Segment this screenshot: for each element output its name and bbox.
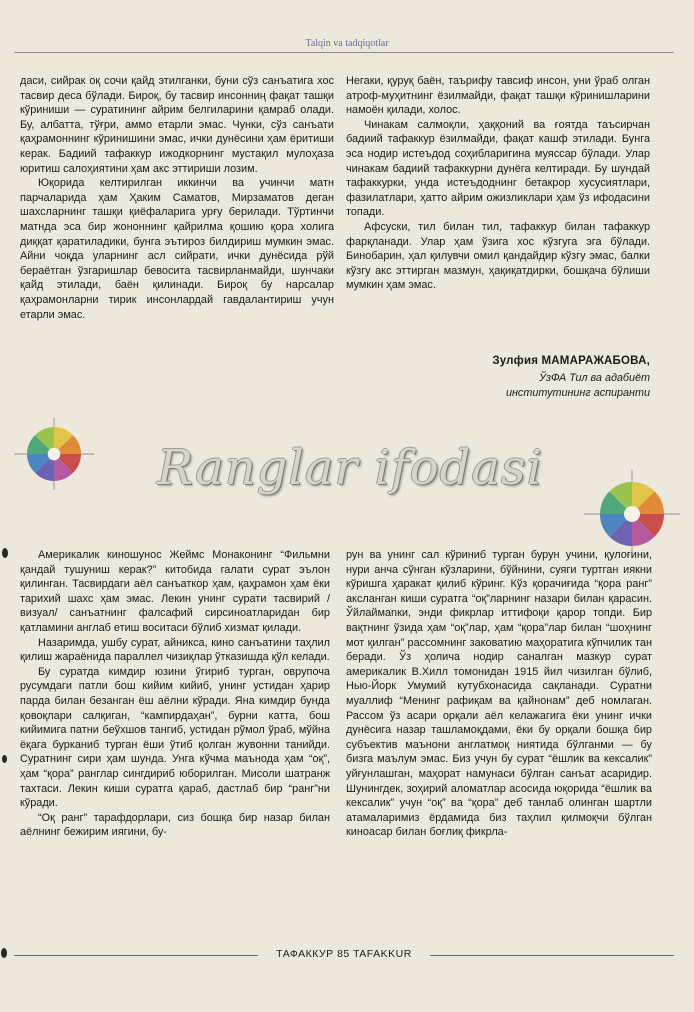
footer-text: ТАФАККУР 85 TAFAKKUR <box>276 948 412 960</box>
scan-mark <box>2 755 7 763</box>
paragraph: Назаримда, ушбу сурат, айникса, кино санъатини таҳлил қилиш жараёнида параллел чизиқлар ўтказишда қўл келади. <box>20 636 330 664</box>
footer-rule-right <box>430 955 674 956</box>
color-wheel-icon <box>14 418 94 490</box>
paragraph: Чинакам салмоқли, ҳаққоний ва ғоятда таъсирчан бадиий тафаккур ёзилмайди, фақат кашф этилади. Бунга эса нодир истеъдод соҳибларигина муяссар бўлади. Улар чинакам бадиий тафаккурни дунёга келтиради. Бу шундай тафаккурки, унда истеъдоднинг бетакрор хусусиятлари, фазилатлари, ҳатто айрим ожизликлари ҳам ўз ифодасини топади. <box>346 118 650 219</box>
article2-left-column <box>20 548 330 934</box>
paragraph: Негаки, қуруқ баён, таърифу тавсиф инсон, уни ўраб олган атроф-муҳитнинг ёзилмайди, фақат ташқи кўринишларини намоён қилади, холос. <box>346 75 650 117</box>
scan-mark <box>1 948 7 958</box>
affiliation-line: институтининг аспиранти <box>505 387 650 399</box>
scan-mark <box>2 548 8 558</box>
affiliation-line: ЎзФА Тил ва адабиёт <box>539 372 650 384</box>
paragraph: даси, сийрак оқ сочи қайд этилганки, буни сўз санъатига хос тасвир деса бўлади. Бироқ, бу тасвир инсонниң фақат ташқи кўриниши — суратининг айрим белгиларини қамраб олади. Бу, албатта, тўғри, аммо етарли эмас. Чунки, сўз санъати қаҳрамоннинг кўринишини эмас, ички дунёсини ҳам ёритиши керак. Бадиий тафаккур ижодкорнинг мустақил мулоҳаза юритиш салоҳиятини ҳам акс эттириши лозим. <box>20 75 334 175</box>
header-rule <box>14 52 674 53</box>
footer-rule-left <box>14 955 258 956</box>
page-footer <box>0 948 694 962</box>
author-affiliation <box>388 371 650 401</box>
article-title: Ranglar ifodasi <box>156 440 543 496</box>
paragraph: Афсуски, тил билан тил, тафаккур билан тафаккур фарқланади. Улар ҳам ўзига хос кўзгуга эга бўлади. Бинобарин, ҳал қилувчи омил қандайдир кўзгу эмас, балки кўзгу акс эттирган мазмун, ҳақиқатдирки, бошқача бўлиши мумкин ҳам эмас. <box>346 220 650 292</box>
article1-left-column <box>20 74 334 374</box>
paragraph: Бу суратда кимдир юзини ўгириб турган, оврупоча русумдаги патли бош кийим кийиб, унинг устидан ҳарир парда билан безанган ёш аёлни кўради. Яна кимдир бунда қовоқлари салқиган, “кампирдаҳан”, бурни катта, бош кийимига патни беўхшов тангиб, устидан рўмол ўраб, мўйна ёқага бурканиб турган ёши ўтиб қолган жувонни танийди. Суратнинг сири ҳам шунда. Унга кўчма маънода ҳам “оқ”, ҳам “қора” ранглар сингдириб юборилган. Мисоли шатранж тахтаси. Лекин киши суратга қараб, дастлаб бир “ранг”ни кўради. <box>20 665 330 810</box>
paragraph: “Оқ ранг” тарафдорлари, сиз бошқа бир назар билан аёлнинг бежирим иягини, бу- <box>20 811 330 839</box>
color-wheel-icon <box>584 470 680 558</box>
paragraph: Юқорида келтирилган иккинчи ва учинчи матн парчаларида ҳам Ҳаким Саматов, Мирзаматов деган шахсларнинг ташқи қиёфаларига урғу берилади. Тўртинчи матнда эса бир жононнинг қайрилма қошию қора холига диққат қаратиладики, бунга эътироз билдириш мумкин эмас. Айни чоқда уларнинг асл сийрати, ички дунёсида рўй бераётган ўзгаришлар бевосита тасвирланмайди, шунчаки қайд этилади, баён қилинади. Бироқ бу нарсалар қаҳрамонларни тирик инсонлардай гавдалантириш учун етарли эмас. <box>20 177 334 321</box>
paragraph: Америкалик киношунос Жеймс Монаконинг “Фильмни қандай тушуниш керак?” китобида галати сурат эълон қилинган. Тасвирдаги аёл санъаткор ҳам, қаҳрамон ҳам ёки тарихий шахс ҳам эмас. Лекин унинг сурати тасвирий /визуал/ санъатнинг фалсафий сирсиноатларидан бир қатламини англаб етиш воситаси бўлиб хизмат қилади. <box>20 549 330 634</box>
author-name: Зулфия МАМАРАЖАБОВА, <box>492 355 650 367</box>
article1-right-column <box>346 74 650 350</box>
running-head: Talqin va tadqiqotlar <box>305 38 389 49</box>
article2-right-column <box>346 548 652 934</box>
paragraph: рун ва унинг сал кўриниб турган бурун учини, қулоғини, нури анча сўнган кўзларини, бўйнини, суяги туртган иякни кўришга ҳаракат қилиб кўринг. Кўз қорачиғида “қора ранг” аксланган киши суратга “оқ”ларнинг назари билан қарасин. Ўйлаймanки, энди фикрлар иттифоқи қарор топди. Бир вақтнинг ўзида ҳам “оқ”лар, ҳам “қора”лар билан “шоҳнинг мот қилган” рассомнинг заковатию маҳоратига кўпчилик тан беради. Ўз ҳолича нодир саналган мазкур сурат америкалик В.Хилл томонидан 1915 йил чизилган бўлиб, Нью-Йорк Умумий кутубхонасида сақланади. Суратни муаллиф “Менинг рафиқам ва қайнонам” деб номлаган. Рассом ўз асари орқали аёл келажагига ёки унинг ички дунёсига назар ташламоқдами, ёки бу орқали бошқа бир субъектив маънони англатмоқ ниятида бўлганми — бу бизга маълум эмас. Биз учун бу сурат “ёшлик ва кексалик” уйғунлашган, маҳорат намунаси бўлган санъат асаридир. Шунингдек, зоҳирий аломатлар асосида юқорида “ёшлик ва кексалик” учун “оқ” ва “қора” деб танлаб олинган шартли атамаларимиз ёрдамида биз таҳлил қилмоқчи бўлган киноасар билан боғлиқ фикрла- <box>346 549 652 839</box>
